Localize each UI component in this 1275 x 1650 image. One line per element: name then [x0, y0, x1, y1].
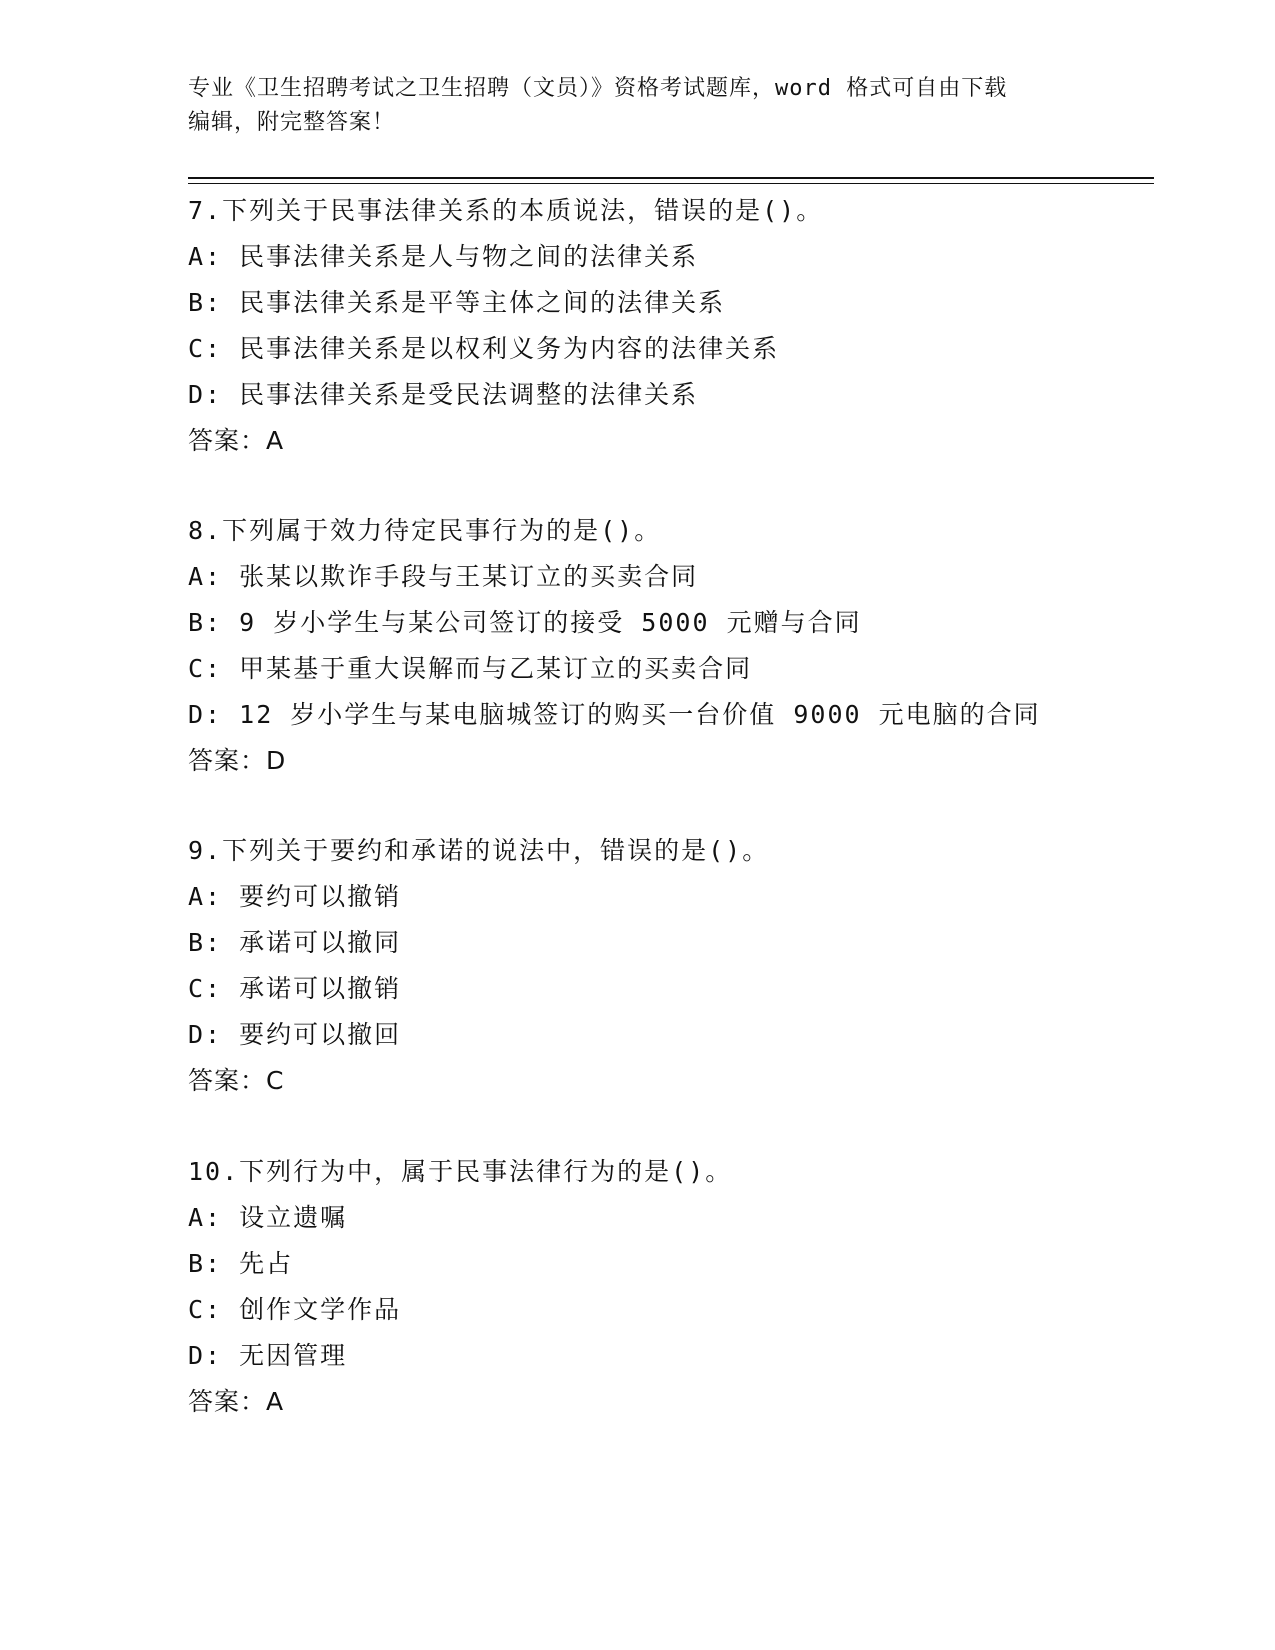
header-divider-thick: [188, 177, 1154, 179]
option-c: C: 甲某基于重大误解而与乙某订立的买卖合同: [188, 654, 753, 683]
question-stem: 8.下列属于效力待定民事行为的是()。: [188, 516, 662, 545]
header-divider-thin: [188, 183, 1154, 184]
option-c: C: 创作文学作品: [188, 1295, 402, 1324]
answer-line: 答案：A: [188, 1387, 285, 1416]
header-line-1: 专业《卫生招聘考试之卫生招聘（文员）》资格考试题库，word 格式可自由下载: [188, 76, 1008, 101]
question-stem: 9.下列关于要约和承诺的说法中，错误的是()。: [188, 836, 770, 865]
option-a: A: 张某以欺诈手段与王某订立的买卖合同: [188, 562, 699, 591]
option-b: B: 承诺可以撤同: [188, 928, 402, 957]
option-a: A: 设立遗嘱: [188, 1203, 348, 1232]
option-c: C: 民事法律关系是以权利义务为内容的法律关系: [188, 334, 780, 363]
answer-line: 答案：A: [188, 426, 285, 455]
option-a: A: 要约可以撤销: [188, 882, 402, 911]
answer-line: 答案：D: [188, 746, 287, 775]
option-d: D: 无因管理: [188, 1341, 348, 1370]
question-block: [188, 188, 1148, 464]
option-d: D: 民事法律关系是受民法调整的法律关系: [188, 380, 699, 409]
option-d: D: 12 岁小学生与某电脑城签订的购买一台价值 9000 元电脑的合同: [188, 700, 1041, 729]
question-block: [188, 1149, 1148, 1425]
option-b: B: 民事法律关系是平等主体之间的法律关系: [188, 288, 726, 317]
header-line-2: 编辑，附完整答案！: [188, 110, 396, 135]
option-c: C: 承诺可以撤销: [188, 974, 402, 1003]
question-block: [188, 508, 1148, 784]
option-a: A: 民事法律关系是人与物之间的法律关系: [188, 242, 699, 271]
option-b: B: 先占: [188, 1249, 294, 1278]
question-stem: 10.下列行为中，属于民事法律行为的是()。: [188, 1157, 733, 1186]
option-d: D: 要约可以撤回: [188, 1020, 402, 1049]
question-stem: 7.下列关于民事法律关系的本质说法，错误的是()。: [188, 196, 824, 225]
answer-line: 答案：C: [188, 1066, 285, 1095]
question-block: [188, 828, 1148, 1104]
document-header: [188, 72, 1088, 140]
option-b: B: 9 岁小学生与某公司签订的接受 5000 元赠与合同: [188, 608, 862, 637]
